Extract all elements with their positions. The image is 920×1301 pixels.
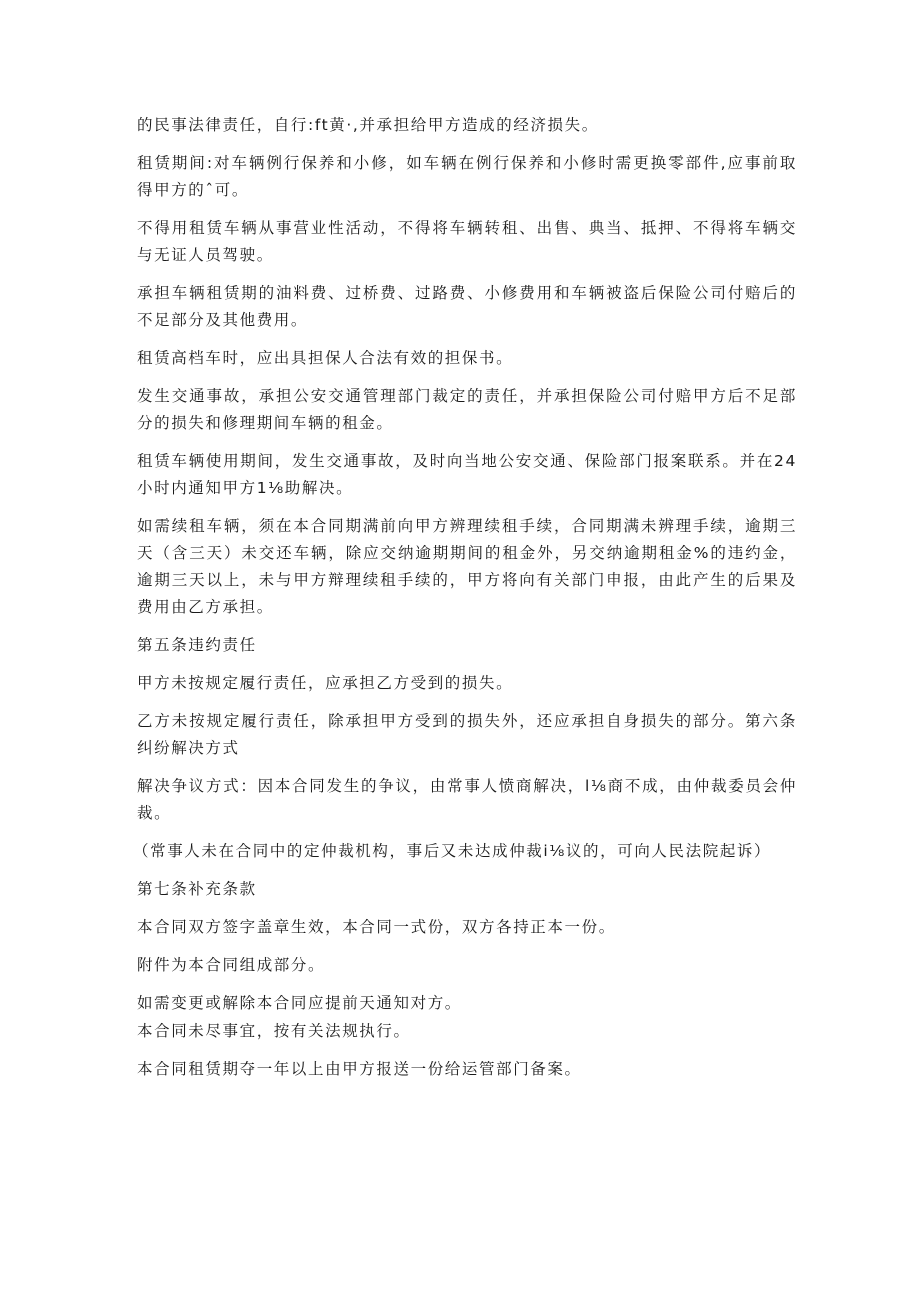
paragraph-attachments: 附件为本合同组成部分。 xyxy=(137,956,326,974)
paragraph-party-a-breach: 甲方未按规定履行责任，应承担乙方受到的损失。 xyxy=(137,674,514,692)
paragraph-no-commercial-use: 不得用租赁车辆从事营业性活动，不得将车辆转租、出售、典当、抵押、不得将车辆交与无证人员驾驶。 xyxy=(137,219,797,264)
paragraph-effective: 本合同双方签字盖章生效，本合同一式份，双方各持正本一份。 xyxy=(137,918,616,936)
paragraph-traffic-accident-liability: 发生交通事故，承担公安交通管理部门裁定的责任，并承担保险公司付赔甲方后不足部分的损失和修理期间车辆的租金。 xyxy=(137,387,797,432)
paragraph-filing: 本合同租赁期夺一年以上由甲方报送一份给运管部门备案。 xyxy=(137,1060,582,1078)
paragraph-party-b-breach: 乙方未按规定履行责任，除承担甲方受到的损失外，还应承担自身损失的部分。第六条纠纷解决方式 xyxy=(137,712,797,757)
document-body xyxy=(133,112,797,1094)
paragraph-maintenance: 租赁期间:对车辆例行保养和小修，如车辆在例行保养和小修时需更换零部件,应事前取得甲方的ˆ可。 xyxy=(137,154,797,199)
paragraph-dispute-resolution: 解决争议方式：因本合同发生的争议，由常事人愤商解决，l⅛商不成，由仲裁委员会仲裁。 xyxy=(137,777,797,822)
section-heading-supplementary: 第七条补充条款 xyxy=(137,880,257,898)
paragraph-fees: 承担车辆租赁期的油料费、过桥费、过路费、小修费用和车辆被盗后保险公司付赔后的不足部分及其他费用。 xyxy=(137,284,797,329)
paragraph-court-note: （常事人未在合同中的定仲裁机构，事后又未达成仲裁i⅛议的，可向人民法院起诉） xyxy=(133,842,772,860)
paragraph-renewal: 如需续租车辆，须在本合同期满前向甲方辨理续租手续，合同期满未辨理手续，逾期三天（含三天）未交还车辆，除应交纳逾期期间的租金外，另交纳逾期租金%的违约金，逾期三天以上，未与甲方辩理续租手续的，甲方将向有关部门申报，由此产生的后果及费用由乙方承担。 xyxy=(137,517,797,616)
paragraph-liability-end: 的民事法律责任，自行:ft黄·,并承担给甲方造成的经济损失。 xyxy=(137,116,599,134)
paragraph-amendment-notice: 如需变更或解除本合同应提前天通知对方。 xyxy=(137,994,462,1012)
paragraph-accident-report: 租赁车辆使用期间，发生交通事故，及时向当地公安交通、保险部门报案联系。并在24小时内通知甲方1⅛助解决。 xyxy=(137,452,797,497)
paragraph-guarantee: 租赁高档车时，应出具担保人合法有效的担保书。 xyxy=(137,349,514,367)
paragraph-unresolved-matters: 本合同未尽事宜，按有关法规执行。 xyxy=(137,1022,411,1040)
section-heading-breach: 第五条违约责任 xyxy=(137,636,257,654)
